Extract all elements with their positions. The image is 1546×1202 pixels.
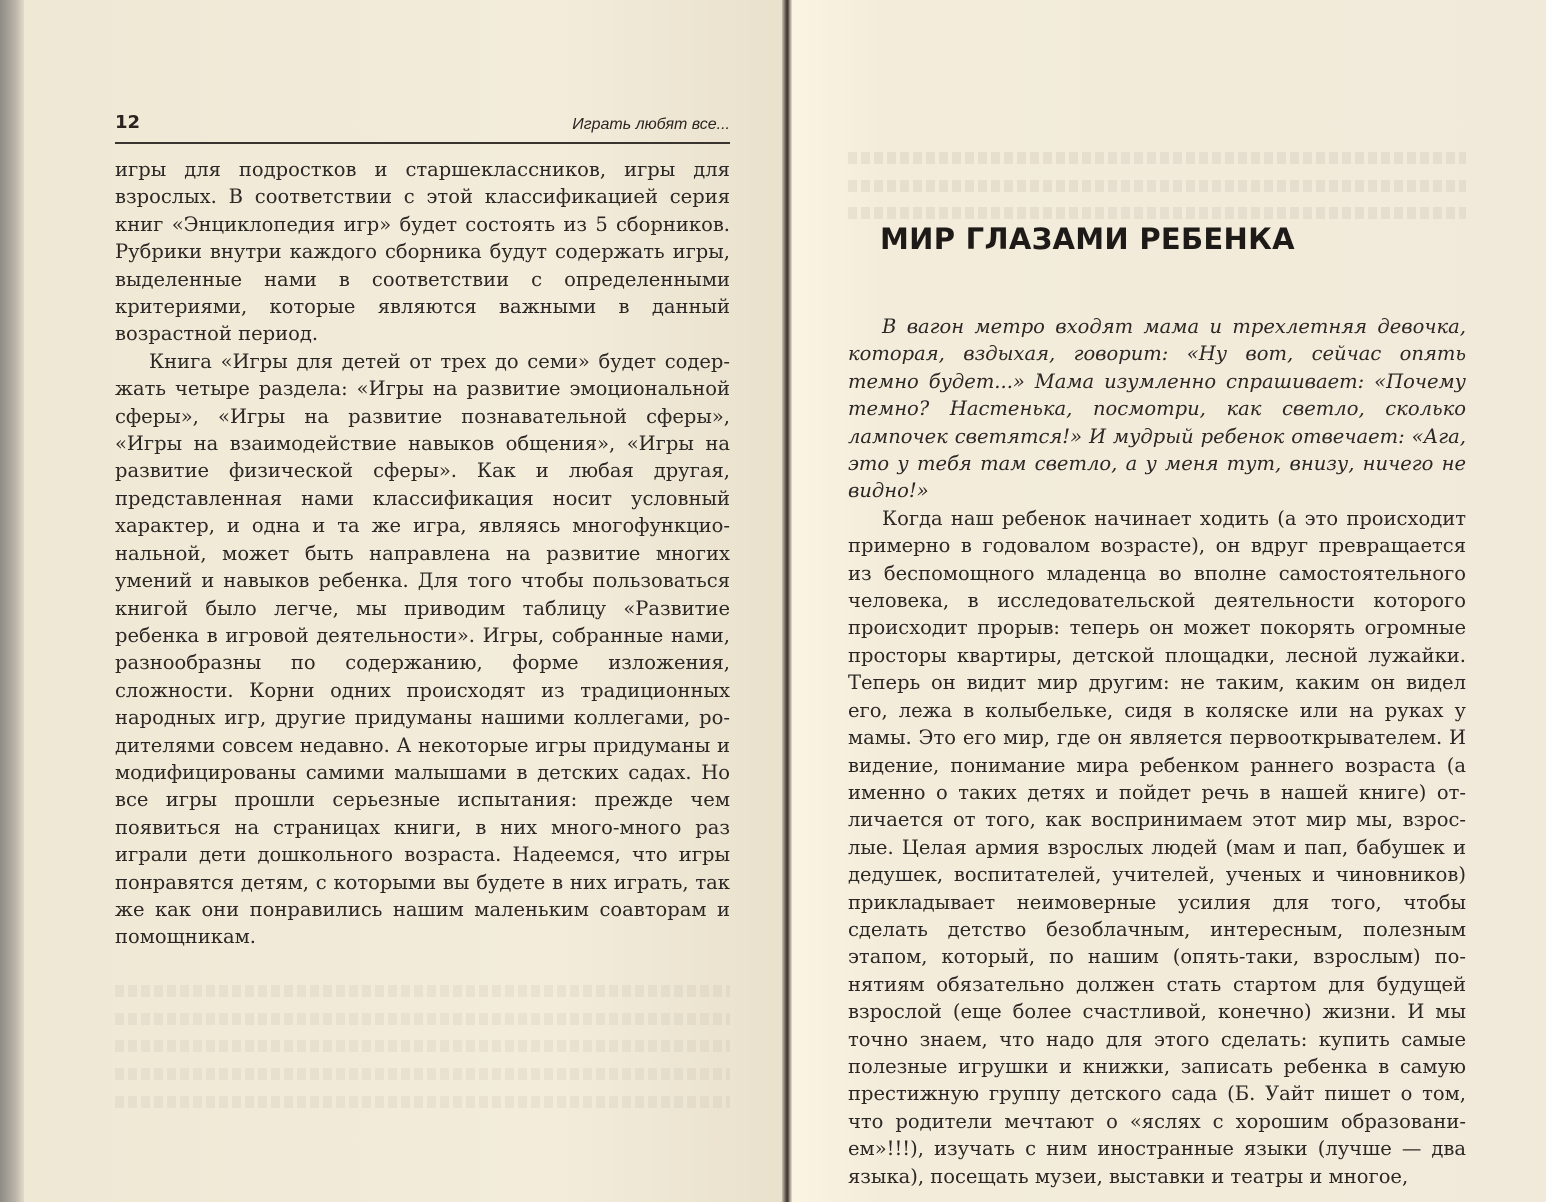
bleed-through xyxy=(848,152,1466,164)
bleed-through xyxy=(848,207,1466,219)
left-page-body xyxy=(115,156,730,951)
running-title: Играть любят все... xyxy=(572,116,730,133)
bleed-through xyxy=(115,1013,730,1025)
bleed-through xyxy=(115,1096,730,1108)
book-spine xyxy=(782,0,792,1202)
paragraph: Книга «Игры для детей от трех до семи» будет содержать четыре раздела: «Игры на развитие эмоциональной сферы», «Игры на развитие познавательной сферы», «Игры на взаимодействие навыков общения», «Игры на развитие физической сферы». Как и любая другая, представленная нами классификация носит условный характер, и одна и та же игра, являясь многофункциональной, может быть направлена на развитие многих умений и навыков ребенка. Для того чтобы пользоваться книгой было легче, мы приводим таблицу «Развитие ребенка в игровой деятельности». Игры, собранные нами, разнообразны по содержанию, форме изложения, сложности. Корни одних происходят из традиционных народных игр, другие придуманы нашими коллегами, родителями совсем недавно. А некоторые игры придуманы и модифицированы самими малышами в детских садах. Но все игры прошли серьезные испытания: прежде чем появиться на страницах книги, в них много-много раз играли дети дошкольного возраста. Надеемся, что игры понравятся детям, с которыми вы будете в них играть, так же как они понравились нашим маленьким соавторам и помощникам. xyxy=(115,349,730,949)
right-page-body xyxy=(848,313,1466,1190)
paragraph: Когда наш ребенок начинает ходить (а это происходит примерно в годовалом возрасте), он вдруг превращается из беспомощного младенца во вполне самостоятельного человека, в исследовательской деятельности которого происходит прорыв: теперь он может покорять огромные просторы квартиры, детской площадки, лесной лужайки. Теперь он видит мир другим: не таким, каким он видел его, лежа в колыбельке, сидя в коляске или на руках у мамы. Это его мир, где он является первооткрывателем. И видение, понимание мира ребенком раннего возраста (а именно о таких детях и пойдет речь в нашей книге) отличается от того, как воспринимаем этот мир мы, взрослые. Целая армия взрослых людей (мам и пап, бабушек и дедушек, воспитателей, учителей, ученых и чиновников) прикладывает неимоверные усилия для того, чтобы сделать детство безоблачным, интересным, полезным этапом, который, по нашим (опять-таки, взрослым) понятиям обязательно должен стать стартом для будущей взрослой (еще более счастливой, конечно) жизни. И мы точно знаем, что надо для этого сделать: купить самые полезные игрушки и книжки, записать ребенка в самую престижную группу детского сада (Б. Уайт пишет о том, что родители мечтают о «яслях с хорошим образованием»!!!), изучать с ним иностранные языки (лучше — два языка), посещать музеи, выставки и театры и многое, xyxy=(848,506,1466,1188)
paragraph: игры для подростков и старшеклассников, игры для взрослых. В соответствии с этой классификацией серия книг «Энциклопедия игр» будет состоять из 5 сборников. Рубрики внутри каждого сборника будут содержать игры, выделенные нами в соответствии с определенными критериями, которые являются важными в данный возрастной период. xyxy=(115,158,730,346)
bleed-through xyxy=(848,180,1466,192)
chapter-title: МИР ГЛАЗАМИ РЕБЕНКА xyxy=(880,222,1295,256)
bleed-through xyxy=(115,1040,730,1052)
epigraph-paragraph: В вагон метро входят мама и трехлетняя девочка, которая, вздыхая, говорит: «Ну вот, сейчас опять темно будет...» Мама изумленно спрашивает: «Почему темно? Настенька, посмотри, как светло, сколько лампочек светятся!» И мудрый ребенок отвечает: «Ага, это у тебя там светло, а у меня тут, внизу, ничего не видно!» xyxy=(848,315,1466,503)
running-head xyxy=(115,112,730,144)
bleed-through xyxy=(115,985,730,997)
page-number: 12 xyxy=(115,112,141,133)
bleed-through xyxy=(115,1068,730,1080)
book-edge-left xyxy=(0,0,24,1202)
